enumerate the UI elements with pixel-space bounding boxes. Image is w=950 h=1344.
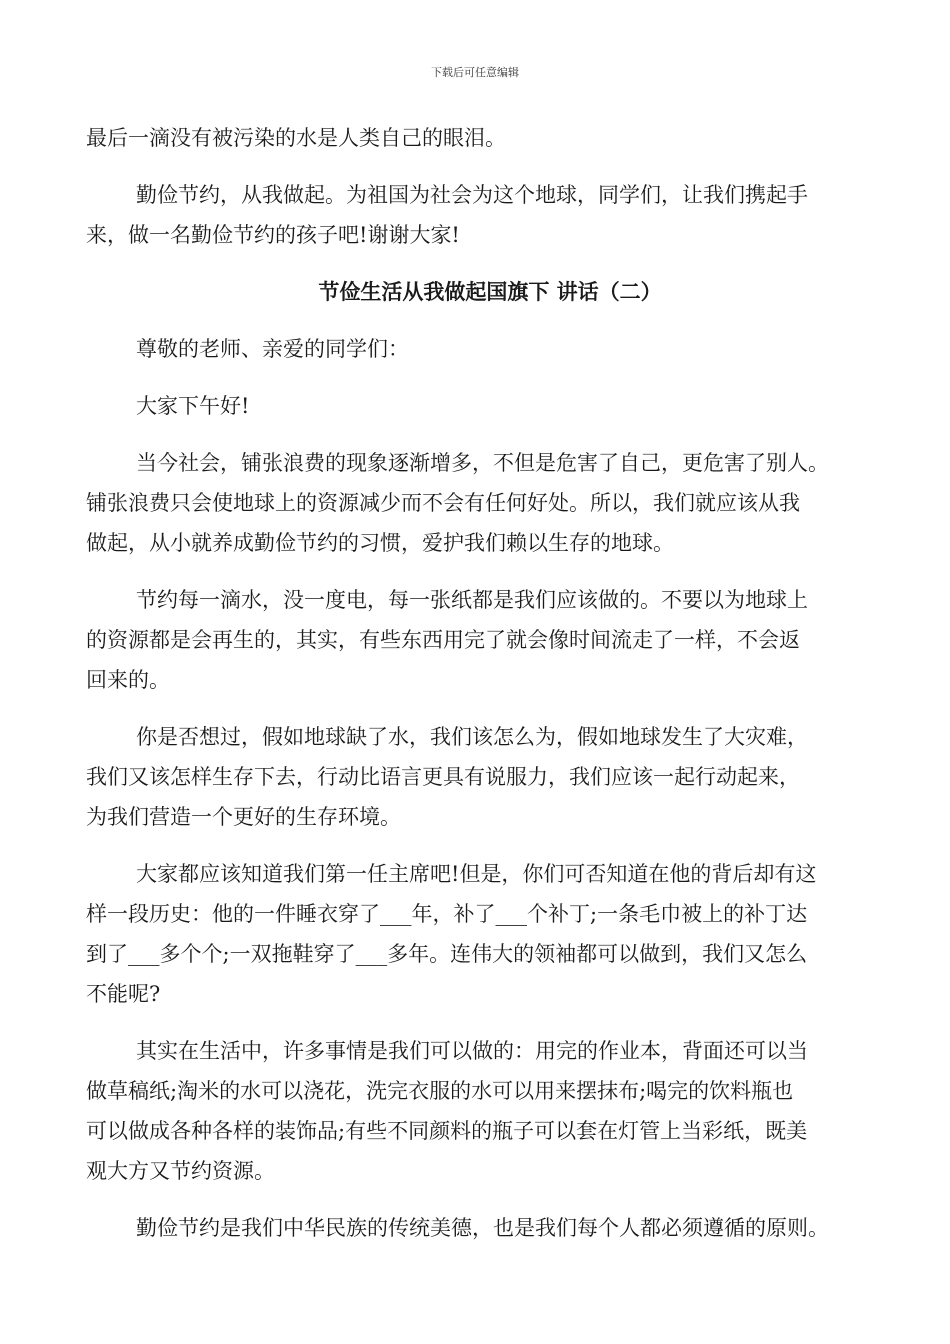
paragraph-line: 勤俭节约，从我做起。为祖国为社会为这个地球，同学们，让我们携起手 bbox=[136, 183, 808, 207]
paragraph-line: 做起，从小就养成勤俭节约的习惯，爱护我们赖以生存的地球。 bbox=[86, 531, 674, 555]
paragraph-salutation bbox=[86, 329, 864, 369]
paragraph-line: 来，做一名勤俭节约的孩子吧!谢谢大家! bbox=[86, 223, 460, 247]
paragraph-line: 的资源都是会再生的，其实，有些东西用完了就会像时间流走了一样，不会返 bbox=[86, 628, 800, 652]
paragraph-10 bbox=[86, 1208, 864, 1248]
paragraph-line: 可以做成各种各样的装饰品;有些不同颜料的瓶子可以套在灯管上当彩纸，既美 bbox=[86, 1119, 808, 1143]
paragraph-8 bbox=[86, 854, 864, 1014]
paragraph-1 bbox=[86, 118, 864, 158]
paragraph-line: 回来的。 bbox=[86, 668, 170, 692]
paragraph-line: 其实在生活中，许多事情是我们可以做的：用完的作业本，背面还可以当 bbox=[136, 1039, 808, 1063]
paragraph-line: 铺张浪费只会使地球上的资源减少而不会有任何好处。所以，我们就应该从我 bbox=[86, 491, 800, 515]
paragraph-line: 到了___多个个;一双拖鞋穿了___多年。连伟大的领袖都可以做到，我们又怎么 bbox=[86, 942, 808, 966]
paragraph-line: 观大方又节约资源。 bbox=[86, 1159, 275, 1183]
section-title: 节俭生活从我做起国旗下 讲话（二） bbox=[318, 279, 662, 304]
paragraph-2 bbox=[86, 175, 864, 255]
paragraph-line: 为我们营造一个更好的生存环境。 bbox=[86, 805, 401, 829]
paragraph-5 bbox=[86, 443, 864, 563]
paragraph-line: 大家下午好! bbox=[136, 394, 250, 418]
paragraph-line: 大家都应该知道我们第一任主席吧!但是，你们可否知道在他的背后却有这 bbox=[136, 862, 817, 886]
paragraph-line: 尊敬的老师、亲爱的同学们： bbox=[136, 337, 409, 361]
paragraph-line: 我们又该怎样生存下去，行动比语言更具有说服力，我们应该一起行动起来， bbox=[86, 765, 800, 789]
paragraph-line: 勤俭节约是我们中华民族的传统美德，也是我们每个人都必须遵循的原则。 bbox=[136, 1216, 829, 1240]
paragraph-line: 最后一滴没有被污染的水是人类自己的眼泪。 bbox=[86, 126, 506, 150]
document-body bbox=[86, 118, 864, 1265]
paragraph-7 bbox=[86, 717, 864, 837]
paragraph-line: 样一段历史：他的一件睡衣穿了___年，补了___个补丁;一条毛巾被上的补丁达 bbox=[86, 902, 808, 926]
paragraph-line: 做草稿纸;淘米的水可以浇花，洗完衣服的水可以用来摆抹布;喝完的饮料瓶也 bbox=[86, 1079, 794, 1103]
paragraph-6 bbox=[86, 580, 864, 700]
paragraph-greeting bbox=[86, 386, 864, 426]
page-header: 下载后可任意编辑 bbox=[431, 66, 519, 79]
paragraph-line: 不能呢? bbox=[86, 982, 161, 1006]
paragraph-line: 你是否想过，假如地球缺了水，我们该怎么为，假如地球发生了大灾难， bbox=[136, 725, 808, 749]
paragraph-line: 节约每一滴水，没一度电，每一张纸都是我们应该做的。不要以为地球上 bbox=[136, 588, 808, 612]
paragraph-9 bbox=[86, 1031, 864, 1191]
paragraph-line: 当今社会，铺张浪费的现象逐渐增多，不但是危害了自己，更危害了别人。 bbox=[136, 451, 829, 475]
